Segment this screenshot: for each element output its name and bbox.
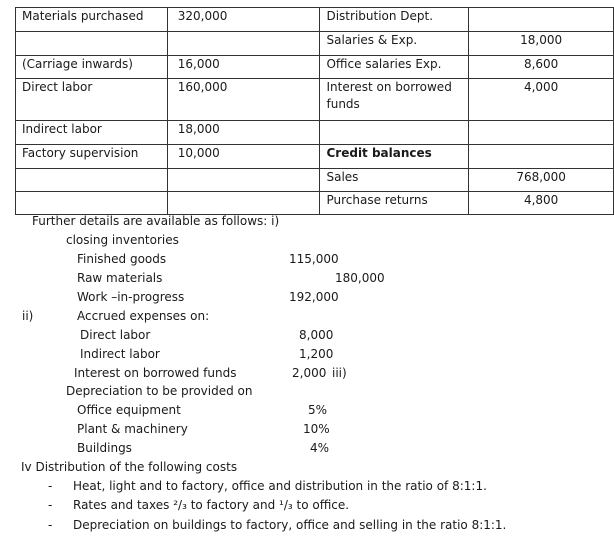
table-cell: Office salaries Exp. xyxy=(320,56,469,79)
buildings-value: 4% xyxy=(310,441,330,455)
office-equipment-label: Office equipment xyxy=(77,403,181,417)
table-cell xyxy=(167,192,320,215)
table-cell: 4,800 xyxy=(469,192,614,215)
table-cell xyxy=(320,121,469,145)
table-row xyxy=(16,121,614,145)
bullet-text: Rates and taxes ²/₃ to factory and ¹/₃ to office. xyxy=(73,498,350,512)
table-cell: Factory supervision xyxy=(16,145,168,169)
distribution-heading: Iv Distribution of the following costs xyxy=(21,460,238,474)
wip-value: 192,000 xyxy=(289,290,339,304)
office-equipment-value: 5% xyxy=(308,403,328,417)
raw-materials-value: 180,000 xyxy=(335,271,385,285)
plant-machinery-label: Plant & machinery xyxy=(77,422,188,436)
table-cell: Indirect labor xyxy=(16,121,168,145)
table-cell: 16,000 xyxy=(167,56,320,79)
accrued-heading: Accrued expenses on: xyxy=(77,309,210,323)
table-row xyxy=(16,79,614,121)
table-cell: Purchase returns xyxy=(320,192,469,215)
bullet-text: Heat, light and to factory, office and distribution in the ratio of 8:1:1. xyxy=(73,479,487,493)
accrued-direct-labor-label: Direct labor xyxy=(80,328,151,342)
depreciation-heading: Depreciation to be provided on xyxy=(66,384,253,398)
marker-iii: iii) xyxy=(332,366,347,380)
table-cell: 10,000 xyxy=(167,145,320,169)
table-row xyxy=(16,32,614,56)
table-cell: 320,000 xyxy=(167,8,320,32)
table-cell xyxy=(469,121,614,145)
dash-icon: - xyxy=(48,498,53,512)
table-cell: 160,000 xyxy=(167,79,320,121)
table-cell xyxy=(16,32,168,56)
table-cell xyxy=(469,8,614,32)
table-row xyxy=(16,169,614,192)
bullet-text: Depreciation on buildings to factory, office and selling in the ratio 8:1:1. xyxy=(73,518,507,532)
table-cell: (Carriage inwards) xyxy=(16,56,168,79)
table-cell: 18,000 xyxy=(469,32,614,56)
table-cell: Salaries & Exp. xyxy=(320,32,469,56)
buildings-label: Buildings xyxy=(77,441,132,455)
table-cell xyxy=(167,32,320,56)
table-cell: Interest on borrowed funds xyxy=(320,79,469,121)
table-row xyxy=(16,192,614,215)
details-intro: Further details are available as follows: i) xyxy=(32,214,280,228)
table-cell xyxy=(16,192,168,215)
finished-goods-label: Finished goods xyxy=(77,252,167,266)
table-cell: 768,000 xyxy=(469,169,614,192)
wip-label: Work –in-progress xyxy=(77,290,185,304)
dash-icon: - xyxy=(48,479,53,493)
table-cell xyxy=(16,169,168,192)
finished-goods-value: 115,000 xyxy=(289,252,339,266)
accrued-indirect-labor-label: Indirect labor xyxy=(80,347,160,361)
accrued-indirect-labor-value: 1,200 xyxy=(299,347,334,361)
table-row xyxy=(16,145,614,169)
closing-inventories-heading: closing inventories xyxy=(66,233,179,247)
table-row xyxy=(16,56,614,79)
accrued-interest-value: 2,000 xyxy=(292,366,327,380)
accrued-direct-labor-value: 8,000 xyxy=(299,328,334,342)
table-cell: 18,000 xyxy=(167,121,320,145)
table-cell: Distribution Dept. xyxy=(320,8,469,32)
table-cell: 4,000 xyxy=(469,79,614,121)
table-cell: Sales xyxy=(320,169,469,192)
dash-icon: - xyxy=(48,518,53,532)
table-cell: 8,600 xyxy=(469,56,614,79)
trial-balance-table xyxy=(15,7,614,215)
marker-ii: ii) xyxy=(22,309,34,323)
table-cell xyxy=(167,169,320,192)
table-cell: Direct labor xyxy=(16,79,168,121)
table-cell: Credit balances xyxy=(320,145,469,169)
raw-materials-label: Raw materials xyxy=(77,271,163,285)
accrued-interest-label: Interest on borrowed funds xyxy=(74,366,237,380)
plant-machinery-value: 10% xyxy=(303,422,330,436)
table-cell: Materials purchased xyxy=(16,8,168,32)
table-cell xyxy=(469,145,614,169)
table-row xyxy=(16,8,614,32)
